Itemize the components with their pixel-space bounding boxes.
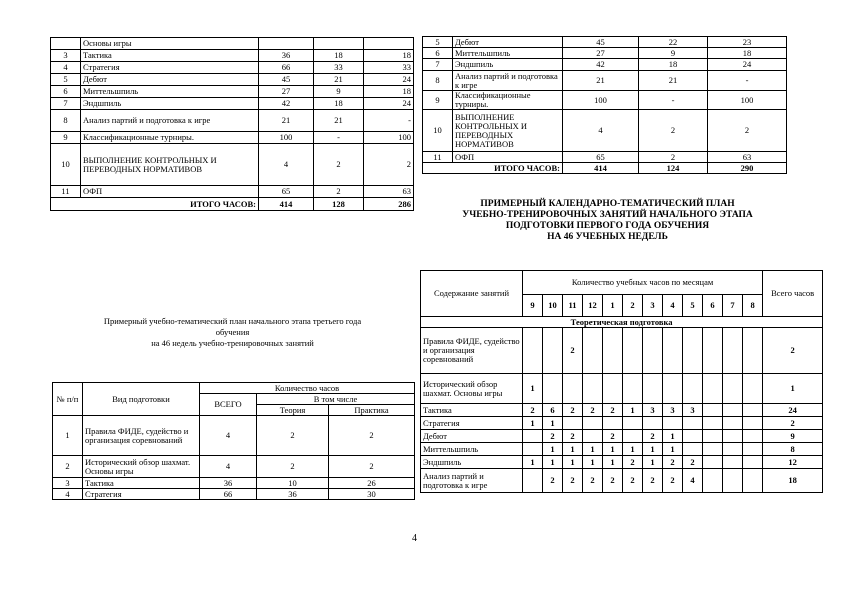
row-number: 5 <box>423 37 453 48</box>
row-total: 9 <box>763 430 823 443</box>
month-cell: 1 <box>523 456 543 469</box>
row-practice: 2 <box>329 456 415 478</box>
row-total: 2 <box>763 328 823 374</box>
row-name: Классификационные турниры. <box>453 91 563 110</box>
row-number: 10 <box>423 110 453 152</box>
month-header: 9 <box>523 295 543 317</box>
row-name: Дебют <box>453 37 563 48</box>
table-row <box>421 417 823 430</box>
month-cell: 2 <box>663 469 683 493</box>
row-number: 6 <box>423 48 453 59</box>
month-header: 8 <box>743 295 763 317</box>
row-theory: 9 <box>314 86 364 98</box>
row-theory: 2 <box>639 110 708 152</box>
header-total: Всего часов <box>763 271 823 317</box>
table-row <box>51 38 414 50</box>
table-row <box>53 456 415 478</box>
header-no: № п/п <box>53 383 83 416</box>
row-name: Эндшпиль <box>453 59 563 71</box>
month-cell: 1 <box>523 374 543 404</box>
month-cell: 2 <box>603 404 623 417</box>
month-cell <box>603 417 623 430</box>
row-number: 7 <box>51 98 81 110</box>
row-name: Тактика <box>83 478 200 489</box>
month-cell <box>603 328 623 374</box>
row-practice: - <box>364 110 414 132</box>
header-practice: Практика <box>329 405 415 416</box>
table-row <box>421 328 823 374</box>
row-theory: 22 <box>639 37 708 48</box>
month-cell <box>723 417 743 430</box>
table-row <box>53 489 415 500</box>
row-total <box>259 38 314 50</box>
month-cell <box>683 417 703 430</box>
month-cell: 2 <box>603 430 623 443</box>
month-cell: 1 <box>623 404 643 417</box>
row-name: Основы игры <box>81 38 259 50</box>
row-number: 4 <box>53 489 83 500</box>
row-total: 100 <box>259 132 314 144</box>
month-cell: 3 <box>643 404 663 417</box>
row-total: 1 <box>763 374 823 404</box>
row-total: 66 <box>259 62 314 74</box>
row-total: 42 <box>563 59 639 71</box>
row-practice: 100 <box>364 132 414 144</box>
month-cell: 3 <box>683 404 703 417</box>
table-row <box>51 98 414 110</box>
month-cell: 1 <box>563 443 583 456</box>
row-total: 8 <box>763 443 823 456</box>
row-practice: 63 <box>364 186 414 198</box>
row-name: Исторический обзор шахмат. Основы игры <box>83 456 200 478</box>
month-cell <box>703 443 723 456</box>
month-cell: 2 <box>603 469 623 493</box>
month-cell <box>743 469 763 493</box>
row-name: ВЫПОЛНЕНИЕ КОНТРОЛЬНЫХ И ПЕРЕВОДНЫХ НОРМАТИВОВ <box>453 110 563 152</box>
row-practice: 63 <box>708 152 787 163</box>
month-cell <box>703 430 723 443</box>
month-cell <box>603 374 623 404</box>
row-practice: 2 <box>708 110 787 152</box>
month-header: 10 <box>543 295 563 317</box>
month-cell: 1 <box>543 443 563 456</box>
month-cell <box>743 374 763 404</box>
table-row <box>423 59 787 71</box>
month-cell <box>703 328 723 374</box>
row-total: 24 <box>763 404 823 417</box>
month-cell: 1 <box>603 456 623 469</box>
row-theory: 2 <box>257 456 329 478</box>
month-cell <box>723 328 743 374</box>
header-type: Вид подготовки <box>83 383 200 416</box>
month-cell: 2 <box>563 430 583 443</box>
month-cell: 2 <box>563 469 583 493</box>
row-theory: 2 <box>639 152 708 163</box>
table-row <box>51 144 414 186</box>
month-cell: 2 <box>663 456 683 469</box>
month-cell: 1 <box>643 456 663 469</box>
row-number <box>51 38 81 50</box>
row-name: Стратегия <box>81 62 259 74</box>
month-header: 11 <box>563 295 583 317</box>
month-cell: 1 <box>663 443 683 456</box>
month-cell: 4 <box>683 469 703 493</box>
month-cell <box>643 374 663 404</box>
row-theory <box>314 38 364 50</box>
month-cell <box>723 430 743 443</box>
row-total: 4 <box>200 416 257 456</box>
month-cell <box>683 443 703 456</box>
table-row <box>423 48 787 59</box>
row-total: 27 <box>563 48 639 59</box>
row-total: 21 <box>259 110 314 132</box>
row-theory: 21 <box>314 74 364 86</box>
row-total: 18 <box>763 469 823 493</box>
row-practice: 24 <box>364 98 414 110</box>
row-total: 45 <box>259 74 314 86</box>
month-cell <box>583 430 603 443</box>
row-total: 42 <box>259 98 314 110</box>
header-months: Количество учебных часов по месяцам <box>523 271 763 295</box>
month-cell <box>523 443 543 456</box>
row-theory: 36 <box>257 489 329 500</box>
row-name: Эндшпиль <box>421 456 523 469</box>
header-content: Содержание занятий <box>421 271 523 317</box>
table-row <box>421 456 823 469</box>
month-cell <box>663 328 683 374</box>
month-cell: 1 <box>563 456 583 469</box>
table-c <box>52 382 415 500</box>
month-cell: 2 <box>683 456 703 469</box>
month-header: 5 <box>683 295 703 317</box>
row-total: 12 <box>763 456 823 469</box>
header-incl: В том числе <box>257 394 415 405</box>
row-number: 6 <box>51 86 81 98</box>
row-name: Миттельшпиль <box>421 443 523 456</box>
table-b <box>422 36 787 174</box>
month-cell <box>583 374 603 404</box>
total-b: 128 <box>314 198 364 211</box>
row-total: 36 <box>259 50 314 62</box>
table-row <box>51 62 414 74</box>
month-cell: 1 <box>583 456 603 469</box>
month-cell <box>743 443 763 456</box>
total-a: 414 <box>563 163 639 174</box>
row-name: ВЫПОЛНЕНИЕ КОНТРОЛЬНЫХ И ПЕРЕВОДНЫХ НОРМАТИВОВ <box>81 144 259 186</box>
table-row <box>423 71 787 91</box>
row-practice: 2 <box>329 416 415 456</box>
row-theory: 18 <box>314 98 364 110</box>
row-number: 1 <box>53 416 83 456</box>
month-cell: 2 <box>643 430 663 443</box>
total-row <box>51 198 414 211</box>
row-theory: 9 <box>639 48 708 59</box>
month-header: 3 <box>643 295 663 317</box>
page-number: 4 <box>412 533 417 544</box>
row-practice: 2 <box>364 144 414 186</box>
row-total: 65 <box>563 152 639 163</box>
row-total: 65 <box>259 186 314 198</box>
month-cell <box>683 328 703 374</box>
row-number: 7 <box>423 59 453 71</box>
row-total: 21 <box>563 71 639 91</box>
month-cell <box>523 430 543 443</box>
month-cell: 2 <box>583 469 603 493</box>
row-practice: 33 <box>364 62 414 74</box>
month-cell: 1 <box>623 443 643 456</box>
total-label: ИТОГО ЧАСОВ: <box>423 163 563 174</box>
month-cell <box>623 374 643 404</box>
section-label: Теоретическая подготовка <box>421 317 823 328</box>
header-qty: Количество часов <box>200 383 415 394</box>
month-cell: 2 <box>563 404 583 417</box>
table-d <box>420 270 823 493</box>
month-cell <box>703 417 723 430</box>
row-theory: 10 <box>257 478 329 489</box>
month-cell <box>703 456 723 469</box>
row-name: Правила ФИДЕ, судейство и организация соревнований <box>421 328 523 374</box>
row-name: Стратегия <box>83 489 200 500</box>
row-name: Анализ партий и подготовка к игре <box>421 469 523 493</box>
row-practice <box>364 38 414 50</box>
row-number: 5 <box>51 74 81 86</box>
month-cell <box>663 417 683 430</box>
month-cell <box>663 374 683 404</box>
row-name: Правила ФИДЕ, судейство и организация соревнований <box>83 416 200 456</box>
month-cell: 2 <box>543 430 563 443</box>
row-theory: 33 <box>314 62 364 74</box>
month-header: 2 <box>623 295 643 317</box>
row-name: Миттельшпиль <box>453 48 563 59</box>
month-cell <box>643 328 663 374</box>
row-practice: 26 <box>329 478 415 489</box>
month-cell: 2 <box>583 404 603 417</box>
row-name: ОФП <box>81 186 259 198</box>
month-cell: 6 <box>543 404 563 417</box>
row-name: Дебют <box>421 430 523 443</box>
month-cell: 1 <box>603 443 623 456</box>
row-practice: 30 <box>329 489 415 500</box>
table-row <box>423 91 787 110</box>
table-row <box>51 50 414 62</box>
month-header: 1 <box>603 295 623 317</box>
table-row <box>51 86 414 98</box>
row-name: Анализ партий и подготовка к игре <box>453 71 563 91</box>
row-name: Исторический обзор шахмат. Основы игры <box>421 374 523 404</box>
month-cell: 1 <box>543 417 563 430</box>
table-row <box>421 430 823 443</box>
row-theory: 18 <box>314 50 364 62</box>
month-cell <box>523 328 543 374</box>
row-number: 8 <box>51 110 81 132</box>
row-theory: - <box>314 132 364 144</box>
table-a <box>50 37 414 211</box>
table-row <box>421 374 823 404</box>
row-name: Тактика <box>421 404 523 417</box>
month-cell: 2 <box>523 404 543 417</box>
month-cell <box>743 404 763 417</box>
row-theory: 2 <box>314 186 364 198</box>
row-total: 45 <box>563 37 639 48</box>
total-b: 124 <box>639 163 708 174</box>
month-cell <box>563 417 583 430</box>
month-cell <box>703 404 723 417</box>
row-total: 2 <box>763 417 823 430</box>
row-name: Стратегия <box>421 417 523 430</box>
month-cell: 3 <box>663 404 683 417</box>
month-cell <box>543 374 563 404</box>
month-cell: 1 <box>583 443 603 456</box>
row-total: 4 <box>200 456 257 478</box>
month-cell <box>723 456 743 469</box>
month-cell <box>623 417 643 430</box>
row-number: 10 <box>51 144 81 186</box>
row-total: 4 <box>259 144 314 186</box>
month-cell <box>583 328 603 374</box>
row-number: 4 <box>51 62 81 74</box>
row-name: Классификационные турниры. <box>81 132 259 144</box>
row-theory: - <box>639 91 708 110</box>
month-cell: 2 <box>623 469 643 493</box>
month-cell <box>683 374 703 404</box>
month-cell <box>743 456 763 469</box>
header-row <box>421 271 823 295</box>
row-practice: 18 <box>364 50 414 62</box>
row-name: ОФП <box>453 152 563 163</box>
month-cell: 1 <box>523 417 543 430</box>
table-row <box>51 186 414 198</box>
month-cell: 2 <box>563 328 583 374</box>
month-cell: 2 <box>643 469 663 493</box>
total-row <box>423 163 787 174</box>
month-cell <box>723 443 743 456</box>
row-total: 66 <box>200 489 257 500</box>
month-cell: 1 <box>543 456 563 469</box>
table-row <box>421 469 823 493</box>
row-practice: 23 <box>708 37 787 48</box>
month-cell <box>703 469 723 493</box>
month-header: 6 <box>703 295 723 317</box>
month-cell: 1 <box>663 430 683 443</box>
month-cell: 1 <box>643 443 663 456</box>
month-header: 12 <box>583 295 603 317</box>
row-total: 100 <box>563 91 639 110</box>
header-total: ВСЕГО <box>200 394 257 416</box>
row-number: 3 <box>51 50 81 62</box>
month-cell <box>623 430 643 443</box>
row-theory: 2 <box>314 144 364 186</box>
month-cell <box>703 374 723 404</box>
total-a: 414 <box>259 198 314 211</box>
row-total: 36 <box>200 478 257 489</box>
table-row <box>53 478 415 489</box>
total-label: ИТОГО ЧАСОВ: <box>51 198 259 211</box>
month-cell <box>743 328 763 374</box>
row-theory: 21 <box>314 110 364 132</box>
header-theory: Теория <box>257 405 329 416</box>
month-header: 7 <box>723 295 743 317</box>
row-practice: 18 <box>364 86 414 98</box>
month-cell <box>563 374 583 404</box>
left-title: Примерный учебно-тематический план начального этапа третьего года обучения на 46 недель учебно-тренировочных занятий <box>103 316 362 348</box>
month-cell <box>743 417 763 430</box>
row-name: Дебют <box>81 74 259 86</box>
right-title: ПРИМЕРНЫЙ КАЛЕНДАРНО-ТЕМАТИЧЕСКИЙ ПЛАН УЧЕБНО-ТРЕНИРОВОЧНЫХ ЗАНЯТИЙ НАЧАЛЬНОГО ЭТАПА ПОДГОТОВКИ ПЕРВОГО ГОДА ОБУЧЕНИЯ НА 46 УЧЕБНЫХ НЕДЕЛЬ <box>462 199 753 242</box>
month-cell <box>523 469 543 493</box>
row-name: Эндшпиль <box>81 98 259 110</box>
table-row <box>51 74 414 86</box>
table-row <box>423 37 787 48</box>
month-header: 4 <box>663 295 683 317</box>
row-number: 3 <box>53 478 83 489</box>
month-cell: 2 <box>623 456 643 469</box>
row-number: 8 <box>423 71 453 91</box>
row-practice: 100 <box>708 91 787 110</box>
row-number: 11 <box>423 152 453 163</box>
table-row <box>421 404 823 417</box>
table-row <box>423 110 787 152</box>
month-cell <box>683 430 703 443</box>
month-cell <box>643 417 663 430</box>
month-cell <box>723 374 743 404</box>
month-cell <box>723 469 743 493</box>
row-total: 27 <box>259 86 314 98</box>
table-row <box>423 152 787 163</box>
month-cell <box>743 430 763 443</box>
table-row <box>53 416 415 456</box>
table-row <box>51 110 414 132</box>
table-row <box>51 132 414 144</box>
section-row <box>421 317 823 328</box>
row-practice: - <box>708 71 787 91</box>
row-theory: 21 <box>639 71 708 91</box>
row-practice: 24 <box>364 74 414 86</box>
row-name: Миттельшпиль <box>81 86 259 98</box>
month-cell <box>583 417 603 430</box>
row-number: 9 <box>51 132 81 144</box>
month-cell <box>623 328 643 374</box>
total-c: 286 <box>364 198 414 211</box>
row-name: Тактика <box>81 50 259 62</box>
row-number: 2 <box>53 456 83 478</box>
row-theory: 18 <box>639 59 708 71</box>
total-c: 290 <box>708 163 787 174</box>
month-cell <box>543 328 563 374</box>
month-cell: 2 <box>543 469 563 493</box>
row-number: 11 <box>51 186 81 198</box>
row-theory: 2 <box>257 416 329 456</box>
table-row <box>421 443 823 456</box>
row-total: 4 <box>563 110 639 152</box>
month-cell <box>723 404 743 417</box>
row-practice: 24 <box>708 59 787 71</box>
row-practice: 18 <box>708 48 787 59</box>
row-name: Анализ партий и подготовка к игре <box>81 110 259 132</box>
row-number: 9 <box>423 91 453 110</box>
